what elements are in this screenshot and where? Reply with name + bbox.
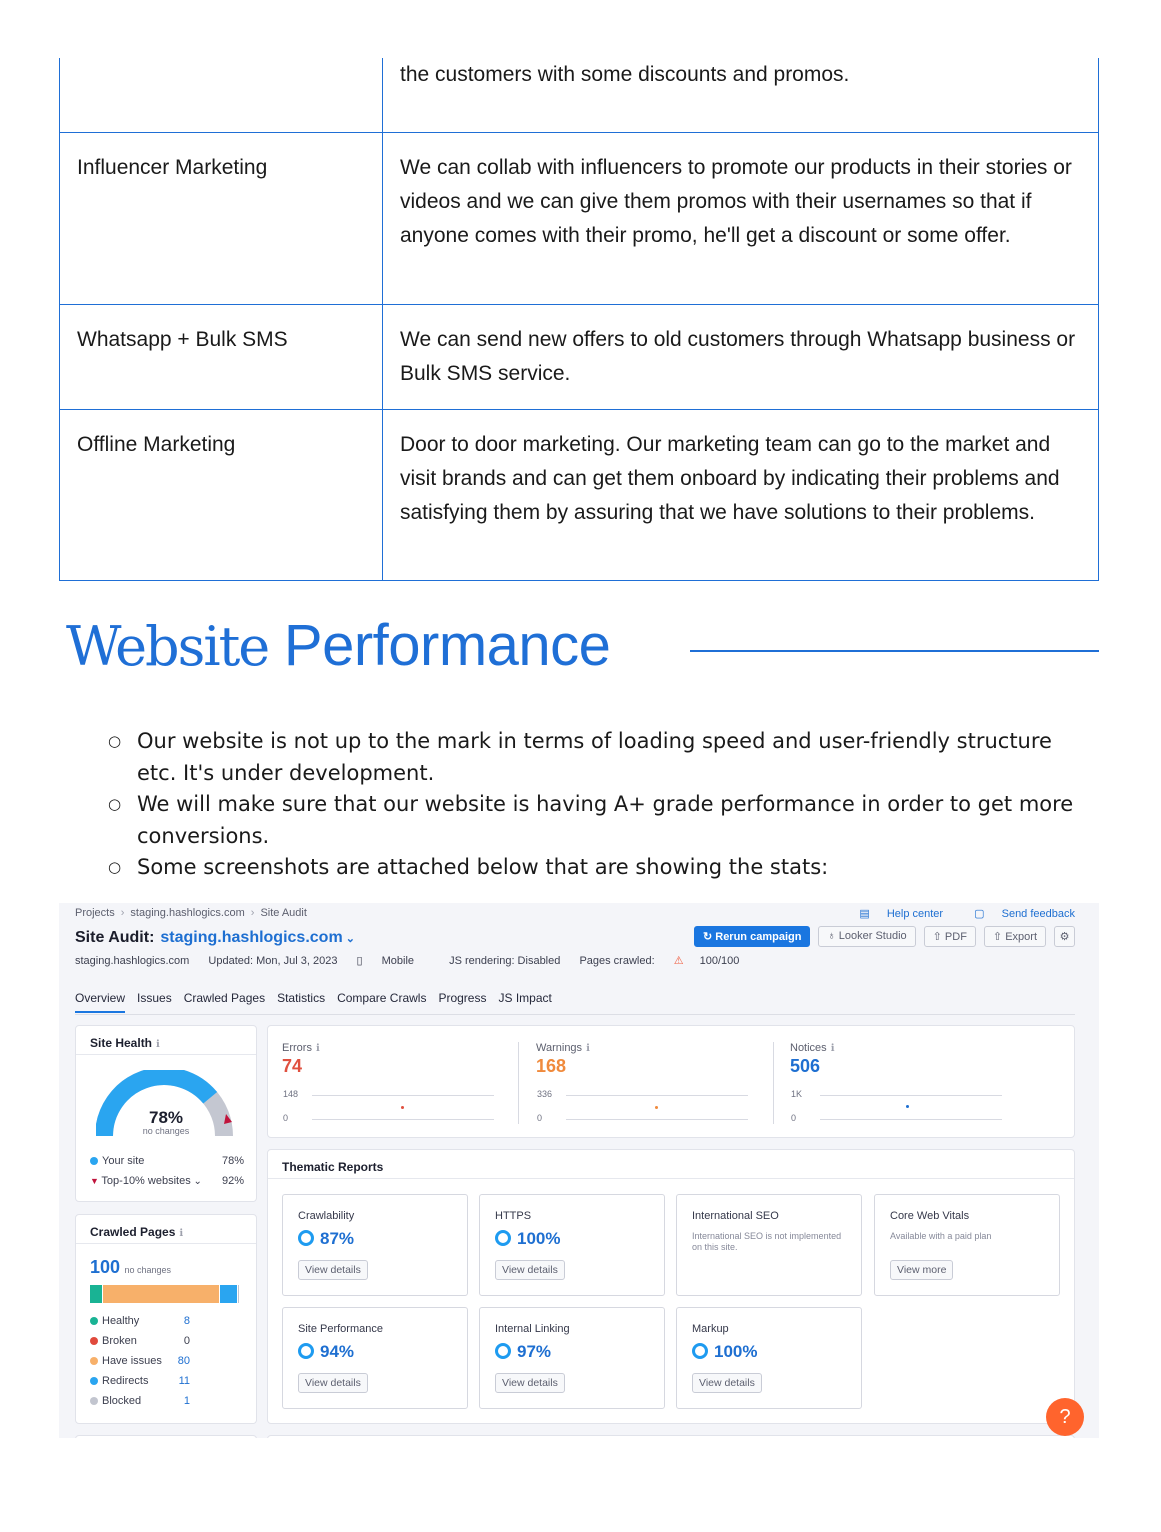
help-fab-button[interactable]: ? bbox=[1046, 1398, 1084, 1436]
progress-ring-icon bbox=[692, 1343, 708, 1359]
errors-tick-min: 0 bbox=[283, 1113, 289, 1123]
table-row bbox=[60, 58, 1099, 132]
description-cell: We can collab with influencers to promote our products in their stories or videos and we can give them promos with their usernames so that if anyone comes with their promo, he'll get a discount or some offer. bbox=[383, 132, 1099, 304]
meta-pages-crawled: Pages crawled: ⚠ 100/100 bbox=[579, 955, 740, 967]
warnings-tick-max: 336 bbox=[537, 1089, 553, 1099]
list-item bbox=[106, 789, 1096, 852]
divider bbox=[518, 1042, 519, 1124]
broken-dot-icon bbox=[90, 1337, 98, 1345]
progress-ring-icon bbox=[298, 1230, 314, 1246]
report-https[interactable]: HTTPS 100% View details bbox=[479, 1194, 665, 1296]
report-international-seo[interactable]: International SEO International SEO is not implemented on this site. bbox=[676, 1194, 862, 1296]
view-details-button[interactable]: View details bbox=[692, 1373, 762, 1393]
legend-your-site: Your site 78% bbox=[90, 1155, 244, 1167]
table-row bbox=[60, 132, 1099, 304]
issues-dot-icon bbox=[90, 1357, 98, 1365]
looker-studio-button[interactable]: ♁ Looker Studio bbox=[818, 926, 915, 947]
bullet-list bbox=[106, 726, 1096, 884]
errors-count: 74 bbox=[282, 1056, 303, 1076]
chevron-down-icon: ⌄ bbox=[342, 933, 355, 945]
issues-metrics-card bbox=[267, 1025, 1075, 1138]
chevron-right-icon: › bbox=[120, 907, 125, 919]
legend-have-issues[interactable]: Have issues 80 bbox=[90, 1355, 244, 1367]
divider bbox=[76, 1054, 256, 1055]
description-cell: the customers with some discounts and promos. bbox=[383, 58, 1099, 132]
chevron-right-icon: › bbox=[250, 907, 255, 919]
report-core-web-vitals[interactable]: Core Web Vitals Available with a paid plan View more bbox=[874, 1194, 1060, 1296]
warnings-metric[interactable]: Warnings ℹ 168 336 0 bbox=[536, 1042, 766, 1077]
breadcrumb bbox=[75, 907, 307, 919]
crawled-bar-segment bbox=[90, 1285, 102, 1303]
notices-count: 506 bbox=[790, 1056, 821, 1076]
blocked-dot-icon bbox=[90, 1397, 98, 1405]
crawled-bar-segment bbox=[238, 1285, 239, 1303]
gridline bbox=[820, 1095, 1002, 1096]
next-card-edge bbox=[75, 1435, 257, 1438]
tab-js-impact[interactable]: JS Impact bbox=[498, 991, 552, 1005]
crawled-bar-segment bbox=[220, 1285, 236, 1303]
bullet-icon: ○ bbox=[108, 858, 122, 876]
crawled-pages-card bbox=[75, 1214, 257, 1424]
tab-statistics[interactable]: Statistics bbox=[277, 991, 326, 1005]
channel-cell: Influencer Marketing bbox=[60, 132, 383, 304]
bullet-icon: ○ bbox=[108, 795, 122, 813]
progress-ring-icon bbox=[495, 1343, 511, 1359]
errors-metric[interactable]: Errors ℹ 74 148 0 bbox=[282, 1042, 512, 1077]
notices-point bbox=[906, 1105, 909, 1108]
meta-updated: Updated: Mon, Jul 3, 2023 bbox=[208, 955, 338, 967]
meta-domain: staging.hashlogics.com bbox=[75, 955, 190, 967]
bullet-text: Some screenshots are attached below that are showing the stats: bbox=[137, 855, 829, 879]
blue-dot-icon bbox=[90, 1157, 98, 1165]
report-markup[interactable]: Markup 100% View details bbox=[676, 1307, 862, 1409]
errors-tick-max: 148 bbox=[283, 1089, 299, 1099]
warnings-count: 168 bbox=[536, 1056, 567, 1076]
info-icon: ℹ bbox=[315, 1043, 320, 1054]
marketing-table bbox=[59, 58, 1099, 581]
divider bbox=[268, 1178, 1074, 1179]
mobile-icon: ▯ bbox=[356, 955, 366, 967]
site-audit-screenshot bbox=[59, 903, 1099, 1438]
gear-icon: ⚙ bbox=[1059, 931, 1070, 943]
chevron-down-icon: ⌄ bbox=[190, 1176, 202, 1187]
book-icon: ▤ bbox=[859, 908, 873, 920]
tab-bar bbox=[75, 991, 552, 1013]
page-title: Site Audit: staging.hashlogics.com ⌄ bbox=[75, 929, 355, 946]
thematic-reports-card bbox=[267, 1149, 1075, 1424]
top-links bbox=[831, 907, 1075, 920]
tab-divider bbox=[75, 1014, 1075, 1015]
channel-cell: Whatsapp + Bulk SMS bbox=[60, 304, 383, 409]
notices-tick-min: 0 bbox=[791, 1113, 797, 1123]
redirects-dot-icon bbox=[90, 1377, 98, 1385]
list-item bbox=[106, 852, 1096, 884]
crawled-bar-segment bbox=[103, 1285, 220, 1303]
heading-part1: Website bbox=[66, 615, 269, 678]
gridline bbox=[566, 1095, 748, 1096]
triangle-down-icon: ▼ bbox=[90, 1176, 102, 1186]
table-row bbox=[60, 409, 1099, 580]
meta-js-rendering: JS rendering: Disabled bbox=[449, 955, 561, 967]
info-icon[interactable]: ℹ bbox=[179, 1228, 184, 1239]
channel-cell bbox=[60, 58, 383, 132]
list-item bbox=[106, 726, 1096, 789]
send-feedback-link[interactable]: ▢ Send feedback bbox=[974, 908, 1075, 920]
looker-icon: ♁ bbox=[827, 930, 839, 942]
next-card-edge bbox=[267, 1435, 1075, 1438]
legend-broken[interactable]: Broken 0 bbox=[90, 1335, 244, 1347]
view-details-button[interactable]: View details bbox=[298, 1260, 368, 1280]
crawled-pages-title: Crawled Pages ℹ bbox=[90, 1225, 184, 1239]
info-icon: ℹ bbox=[830, 1043, 835, 1054]
upload-icon: ⇧ bbox=[932, 931, 945, 943]
section-heading bbox=[66, 612, 610, 679]
legend-healthy[interactable]: Healthy 8 bbox=[90, 1315, 244, 1327]
view-details-button[interactable]: View details bbox=[495, 1373, 565, 1393]
upload-icon: ⇧ bbox=[992, 931, 1006, 943]
bullet-text: We will make sure that our website is having A+ grade performance in order to get more conversions. bbox=[137, 792, 1074, 848]
progress-ring-icon bbox=[495, 1230, 511, 1246]
meta-device: ▯ Mobile bbox=[356, 955, 415, 967]
tab-progress[interactable]: Progress bbox=[438, 991, 487, 1005]
legend-top-websites[interactable]: ▼ Top-10% websites ⌄ 92% bbox=[90, 1175, 244, 1187]
progress-ring-icon bbox=[298, 1343, 314, 1359]
domain-dropdown[interactable]: staging.hashlogics.com ⌄ bbox=[160, 929, 355, 946]
view-details-button[interactable]: View details bbox=[495, 1260, 565, 1280]
view-more-button[interactable]: View more bbox=[890, 1260, 953, 1280]
bullet-text: Our website is not up to the mark in terms of loading speed and user-friendly structure etc. It's under development. bbox=[137, 729, 1052, 785]
tab-overview[interactable]: Overview bbox=[75, 991, 125, 1013]
breadcrumb-projects[interactable]: Projects bbox=[75, 907, 115, 919]
export-button[interactable]: ⇧ Export bbox=[984, 926, 1046, 947]
crawled-total: 100 bbox=[90, 1257, 121, 1277]
divider bbox=[773, 1042, 774, 1124]
tab-crawled-pages[interactable]: Crawled Pages bbox=[183, 991, 266, 1005]
description-cell: Door to door marketing. Our marketing team can go to the market and visit brands and can get them onboard by indicating their problems and satisfying them by assuring that we have solutions to their problems. bbox=[383, 409, 1099, 580]
comment-icon: ▢ bbox=[974, 908, 988, 920]
help-center-link[interactable]: ▤ Help center bbox=[859, 908, 944, 920]
gridline bbox=[566, 1119, 748, 1120]
crawled-total-row bbox=[90, 1257, 171, 1278]
view-details-button[interactable]: View details bbox=[298, 1373, 368, 1393]
errors-point bbox=[401, 1106, 404, 1109]
thematic-reports-title: Thematic Reports bbox=[282, 1160, 384, 1174]
gridline bbox=[312, 1095, 494, 1096]
site-health-percent: 78% bbox=[148, 1108, 184, 1127]
healthy-dot-icon bbox=[90, 1317, 98, 1325]
warning-icon: ⚠ bbox=[673, 955, 684, 967]
rerun-campaign-button[interactable]: ↻ Rerun campaign bbox=[694, 926, 810, 947]
report-site-performance[interactable]: Site Performance 94% View details bbox=[282, 1307, 468, 1409]
audit-meta bbox=[75, 954, 771, 967]
notices-metric[interactable]: Notices ℹ 506 1K 0 bbox=[790, 1042, 1020, 1077]
bullet-icon: ○ bbox=[108, 732, 122, 750]
settings-button[interactable] bbox=[1054, 926, 1075, 947]
action-buttons bbox=[694, 926, 1075, 947]
report-internal-linking[interactable]: Internal Linking 97% View details bbox=[479, 1307, 665, 1409]
notices-tick-max: 1K bbox=[791, 1089, 803, 1099]
report-crawlability[interactable]: Crawlability 87% View details bbox=[282, 1194, 468, 1296]
warnings-tick-min: 0 bbox=[537, 1113, 543, 1123]
gridline bbox=[820, 1119, 1002, 1120]
refresh-icon: ↻ bbox=[702, 931, 716, 943]
info-icon[interactable]: ℹ bbox=[156, 1039, 160, 1050]
warnings-point bbox=[655, 1106, 658, 1109]
breadcrumb-domain[interactable]: staging.hashlogics.com bbox=[130, 907, 245, 919]
legend-blocked[interactable]: Blocked 1 bbox=[90, 1395, 244, 1407]
site-health-card bbox=[75, 1025, 257, 1202]
legend-redirects[interactable]: Redirects 11 bbox=[90, 1375, 244, 1387]
breadcrumb-site-audit: Site Audit bbox=[260, 907, 307, 919]
site-health-sub: no changes bbox=[142, 1126, 190, 1136]
tab-issues[interactable]: Issues bbox=[137, 991, 172, 1005]
description-cell: We can send new offers to old customers through Whatsapp business or Bulk SMS service. bbox=[383, 304, 1099, 409]
pdf-button[interactable]: ⇧ PDF bbox=[924, 926, 976, 947]
tab-compare-crawls[interactable]: Compare Crawls bbox=[337, 991, 427, 1005]
info-icon: ℹ bbox=[586, 1043, 590, 1054]
gridline bbox=[312, 1119, 494, 1120]
channel-cell: Offline Marketing bbox=[60, 409, 383, 580]
divider bbox=[76, 1243, 256, 1244]
heading-part2: Performance bbox=[283, 613, 611, 678]
crawled-sub: no changes bbox=[124, 1265, 172, 1275]
crawled-pages-bar bbox=[90, 1285, 240, 1303]
table-row bbox=[60, 304, 1099, 409]
heading-rule bbox=[690, 650, 1099, 652]
site-health-title: Site Health ℹ bbox=[90, 1036, 160, 1050]
